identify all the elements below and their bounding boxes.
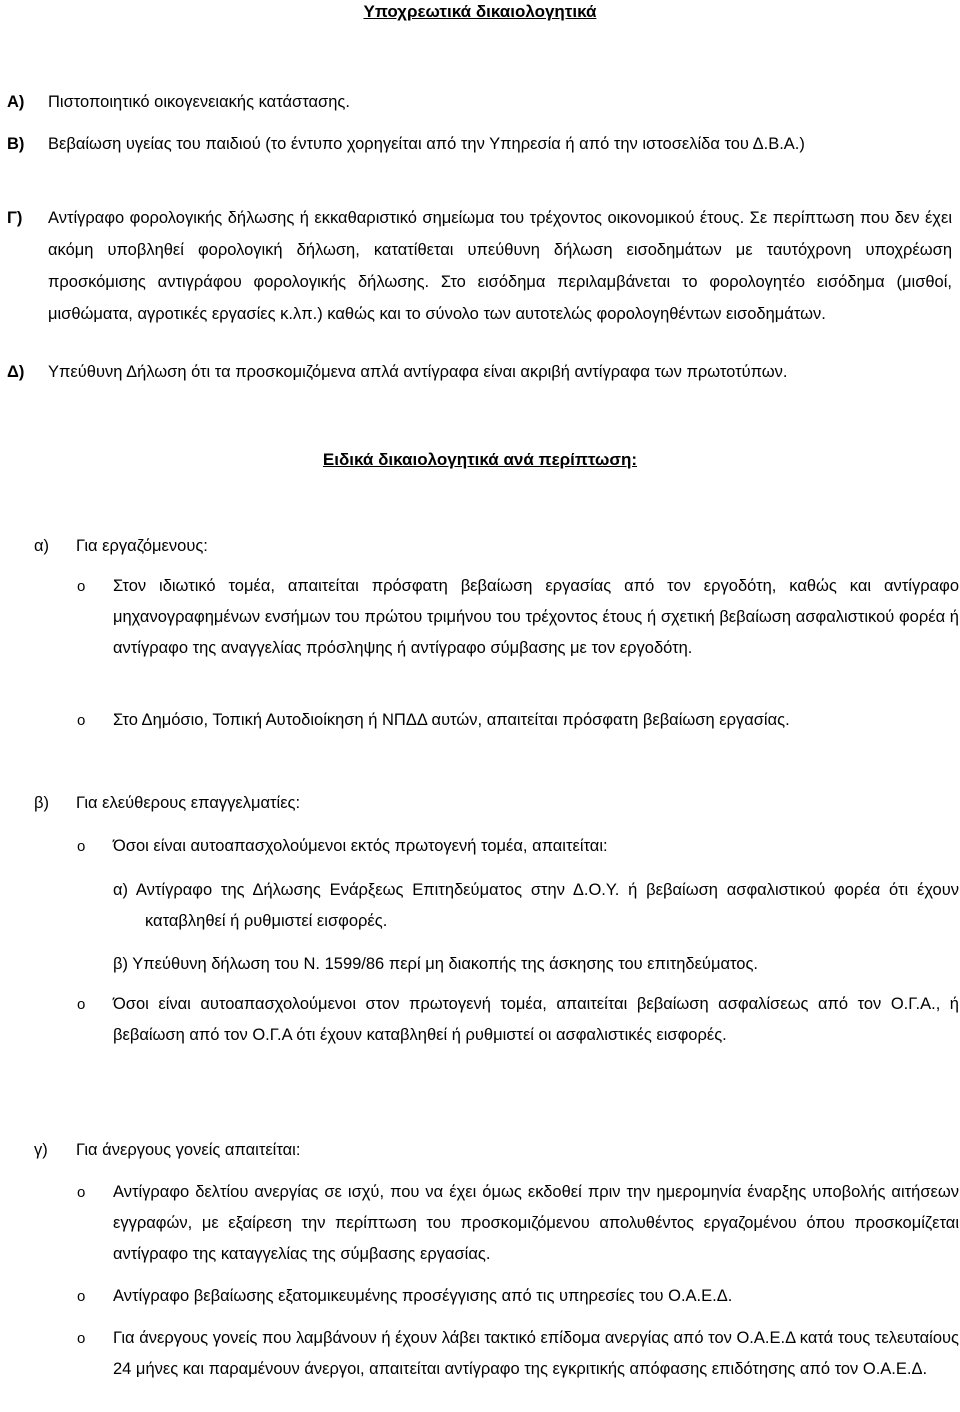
- bullet-marker: o: [77, 1184, 86, 1201]
- requirement-label: Δ): [7, 363, 25, 381]
- requirement-text: Βεβαίωση υγείας του παιδιού (το έντυπο χορηγείται από την Υπηρεσία ή από την ιστοσελίδα του Δ.Β.Α.): [48, 135, 805, 153]
- requirement-label: Α): [7, 93, 25, 111]
- requirement-text: Πιστοποιητικό οικογενειακής κατάστασης.: [48, 93, 350, 111]
- bullet-marker: o: [77, 1288, 86, 1305]
- bullet-marker: o: [77, 1330, 86, 1347]
- section-a-heading: [34, 530, 954, 562]
- section-title-special: Ειδικά δικαιολογητικά ανά περίπτωση:: [322, 450, 638, 469]
- bullet-marker: o: [77, 838, 86, 855]
- sub-item: [113, 875, 959, 937]
- list-item-text: Όσοι είναι αυτοαπασχολούμενοι εκτός πρωτογενή τομέα, απαιτείται:: [113, 837, 608, 855]
- requirement-c: [7, 202, 952, 330]
- sub-item-text: β) Υπεύθυνη δήλωση του Ν. 1599/86 περί μη διακοπής της άσκησης του επιτηδεύματος.: [113, 955, 758, 973]
- requirement-b: [7, 128, 952, 160]
- requirement-text: Αντίγραφο φορολογικής δήλωσης ή εκκαθαριστικό σημείωμα του τρέχοντος οικονομικού έτους. Σε περίπτωση που δεν έχει ακόμη υποβληθεί φορολογική δήλωση, κατατίθεται υπεύθυνη δήλωση εισοδημάτων με ταυτόχρονη υποχρέωση προσκόμισης αντιγράφου φορολογικής δήλωσης. Στο εισόδημα περιλαμβάνεται το φορολογητέο εισόδημα (μισθοί, μισθώματα, αγροτικές εργασίες κ.λπ.) καθώς και το σύνολο των αυτοτελώς φορολογηθέντων εισοδημάτων.: [48, 209, 952, 323]
- list-item: [77, 831, 959, 862]
- list-item-text: Όσοι είναι αυτοαπασχολούμενοι στον πρωτογενή τομέα, απαιτείται βεβαίωση ασφαλίσεως από τον Ο.Γ.Α., ή βεβαίωση από τον Ο.Γ.Α ότι έχουν καταβληθεί ή ρυθμιστεί οι ασφαλιστικές εισφορές.: [113, 995, 959, 1044]
- list-item: [77, 571, 959, 664]
- requirement-label: Γ): [7, 209, 23, 227]
- list-item: [77, 1177, 959, 1270]
- requirement-text: Υπεύθυνη Δήλωση ότι τα προσκομιζόμενα απλά αντίγραφα είναι ακριβή αντίγραφα των πρωτοτύπων.: [48, 363, 788, 381]
- requirement-a: [7, 86, 952, 118]
- sub-item-text: α) Αντίγραφο της Δήλωσης Ενάρξεως Επιτηδεύματος στην Δ.Ο.Υ. ή βεβαίωση ασφαλιστικού φορέα ότι έχουν καταβληθεί ή ρυθμιστεί εισφορές.: [113, 881, 959, 930]
- requirement-label: Β): [7, 135, 25, 153]
- list-item-text: Στο Δημόσιο, Τοπική Αυτοδιοίκηση ή ΝΠΔΔ αυτών, απαιτείται πρόσφατη βεβαίωση εργασίας.: [113, 711, 790, 729]
- section-heading: Για ελεύθερους επαγγελματίες:: [76, 794, 301, 812]
- section-label: β): [34, 794, 49, 812]
- section-label: γ): [34, 1141, 48, 1159]
- section-heading: Για εργαζόμενους:: [76, 537, 208, 555]
- list-item-text: Στον ιδιωτικό τομέα, απαιτείται πρόσφατη βεβαίωση εργασίας από τον εργοδότη, καθώς και αντίγραφο μηχανογραφημένων ενσήμων του πρώτου τριμήνου του τρέχοντος έτους ή σχετική βεβαίωση ασφαλιστικού φορέα ή αντίγραφο της αναγγελίας πρόσληψης ή αντίγραφο σύμβασης με τον εργοδότη.: [113, 577, 959, 657]
- bullet-marker: o: [77, 712, 86, 729]
- requirement-d: [7, 356, 952, 388]
- list-item: [77, 989, 959, 1051]
- list-item-text: Για άνεργους γονείς που λαμβάνουν ή έχουν λάβει τακτικό επίδομα ανεργίας από τον Ο.Α.Ε.Δ κατά τους τελευταίους 24 μήνες και παραμένουν άνεργοι, απαιτείται αντίγραφο της εγκριτικής απόφασης επιδότησης από τον Ο.Α.Ε.Δ.: [113, 1329, 959, 1378]
- list-item-text: Αντίγραφο βεβαίωσης εξατομικευμένης προσέγγισης από τις υπηρεσίες του Ο.Α.Ε.Δ.: [113, 1287, 733, 1305]
- section-heading: Για άνεργους γονείς απαιτείται:: [76, 1141, 301, 1159]
- section-c-heading: [34, 1134, 954, 1166]
- section-label: α): [34, 537, 50, 555]
- section-b-heading: [34, 787, 954, 819]
- bullet-marker: o: [77, 578, 86, 595]
- sub-item: [113, 949, 959, 980]
- list-item-text: Αντίγραφο δελτίου ανεργίας σε ισχύ, που να έχει όμως εκδοθεί πριν την ημερομηνία έναρξης υποβολής αιτήσεων εγγραφών, με εξαίρεση την περίπτωση του προσκομιζόμενου απολυθέντος εργαζομένου όπου προσκομίζεται αντίγραφο της καταγγελίας της σύμβασης εργασίας.: [113, 1183, 959, 1263]
- list-item: [77, 1323, 959, 1385]
- list-item: [77, 1281, 959, 1312]
- page-title-mandatory: Υποχρεωτικά δικαιολογητικά: [363, 2, 597, 21]
- bullet-marker: o: [77, 996, 86, 1013]
- list-item: [77, 705, 959, 736]
